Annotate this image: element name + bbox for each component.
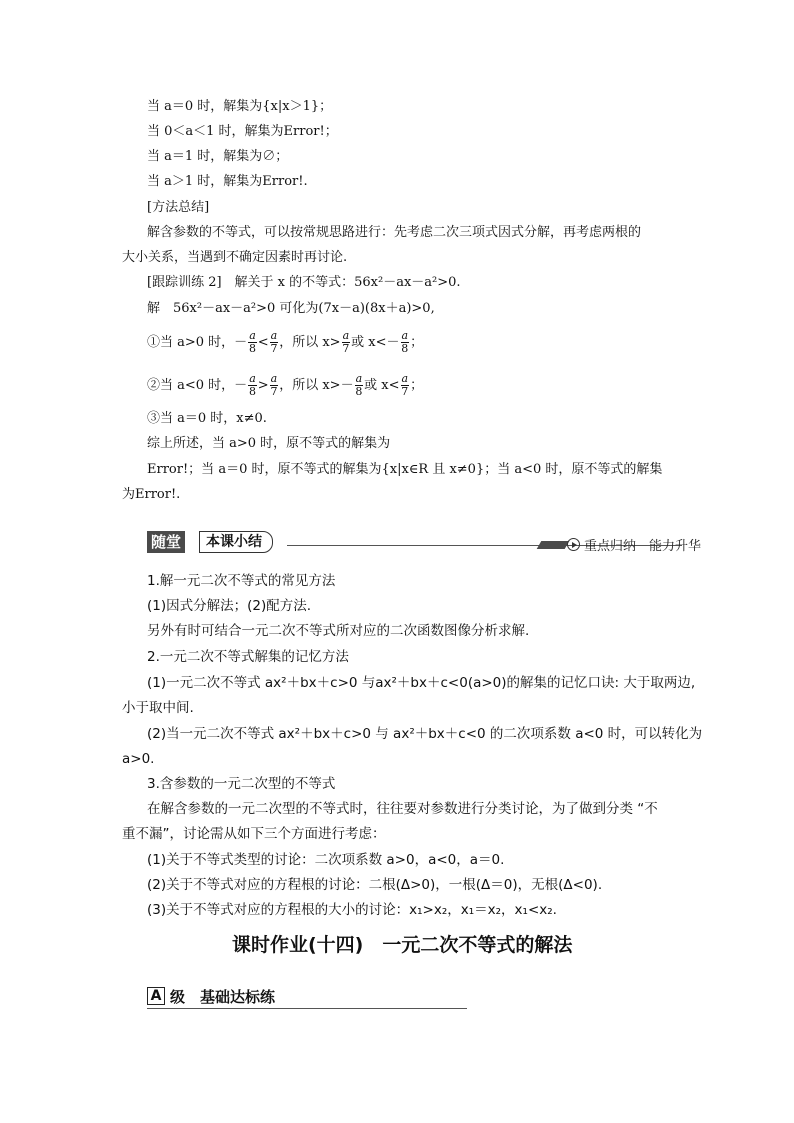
case-3-line: ③当 a＝0 时，x≠0. [147,411,267,426]
fraction: $\frac{a}{8}$ [248,372,256,398]
banner-subtitle-text: 重点归纳 能力升华 [584,539,702,554]
level-heading: 级 基础达标练 [170,988,276,1006]
fraction: $\frac{a}{7}$ [401,372,409,398]
fraction: $\frac{a}{8}$ [248,329,256,355]
summary-line: 3.含参数的一元二次型的不等式 [147,776,336,792]
text-line: 当 0＜a＜1 时，解集为Error!； [147,124,338,139]
banner-badge: 随堂 [147,531,185,553]
play-circle-icon [567,538,580,551]
case-2-line [147,373,423,398]
summary-line: 小于取中间. [122,700,194,716]
level-letter-box: A [147,987,165,1005]
text: ，所以 x>－ [279,378,354,393]
banner-title: 本课小结 [199,531,273,553]
summary-line: (1)一元二次不等式 ax²＋bx＋c>0 与ax²＋bx＋c<0(a>0)的解集的记忆口诀: 大于取两边, [147,675,696,691]
banner-subtitle [567,535,701,554]
text-line: 大小关系，当遇到不确定因素时再讨论. [122,250,348,265]
fraction: $\frac{a}{7}$ [342,329,350,355]
fraction: $\frac{a}{8}$ [401,329,409,355]
text-line: 当 a＞1 时，解集为Error!. [147,174,308,189]
relation: < [257,335,269,350]
fraction: $\frac{a}{7}$ [270,329,278,355]
text: 或 x< [364,378,400,393]
summary-line: (1)因式分解法；(2)配方法. [147,598,312,614]
case-2-prefix: ②当 a<0 时，－ [147,378,248,393]
level-rule [147,1008,467,1009]
text: ； [410,335,424,350]
solution-line: 解 56x²－ax－a²>0 可化为(7x－a)(8x＋a)>0, [147,301,435,316]
fraction: $\frac{a}{8}$ [355,372,363,398]
summary-line: (2)当一元二次不等式 ax²＋bx＋c>0 与 ax²＋bx＋c<0 的二次项系数 a<0 时，可以转化为 [147,726,703,742]
homework-title: 课时作业(十四) 一元二次不等式的解法 [232,934,573,956]
summary-line: 1.解一元二次不等式的常见方法 [147,573,336,589]
conclusion-line: 综上所述，当 a>0 时，原不等式的解集为 [147,436,391,451]
summary-line: 另外有时可结合一元二次不等式所对应的二次函数图像分析求解. [147,623,530,639]
text: ； [410,378,424,393]
method-summary-heading: [方法总结] [147,200,210,215]
text-line: 当 a＝0 时，解集为{x|x＞1}； [147,99,333,114]
summary-line: (3)关于不等式对应的方程根的大小的讨论：x₁>x₂，x₁＝x₂，x₁<x₂. [147,902,557,918]
text-line: 解含参数的不等式，可以按常规思路进行：先考虑二次三项式因式分解，再考虑两根的 [147,225,642,240]
summary-line: 在解含参数的一元二次型的不等式时，往往要对参数进行分类讨论，为了做到分类 “不 [147,801,658,817]
summary-line: (1)关于不等式类型的讨论：二次项系数 a>0，a<0，a＝0. [147,852,505,868]
text-line: 当 a＝1 时，解集为∅； [147,149,289,164]
text: 或 x<－ [351,335,400,350]
summary-line: 2.一元二次不等式解集的记忆方法 [147,649,349,665]
case-1-line [147,330,423,355]
summary-line: a>0. [122,751,155,767]
fraction: $\frac{a}{7}$ [270,372,278,398]
summary-line: 重不漏”，讨论需从如下三个方面进行考虑： [122,826,386,842]
conclusion-line: Error!；当 a＝0 时，原不等式的解集为{x|x∈R 且 x≠0}；当 a<0 时，原不等式的解集 [147,462,663,477]
section-banner [147,531,707,557]
exercise-heading: [跟踪训练 2] 解关于 x 的不等式：56x²－ax－a²>0. [147,275,461,290]
summary-line: (2)关于不等式对应的方程根的讨论：二根(Δ>0)，一根(Δ＝0)，无根(Δ<0). [147,877,603,893]
case-1-prefix: ①当 a>0 时，－ [147,335,248,350]
conclusion-line: 为Error!. [122,487,181,502]
banner-bar [537,541,570,549]
relation: > [257,378,269,393]
text: ，所以 x> [279,335,341,350]
